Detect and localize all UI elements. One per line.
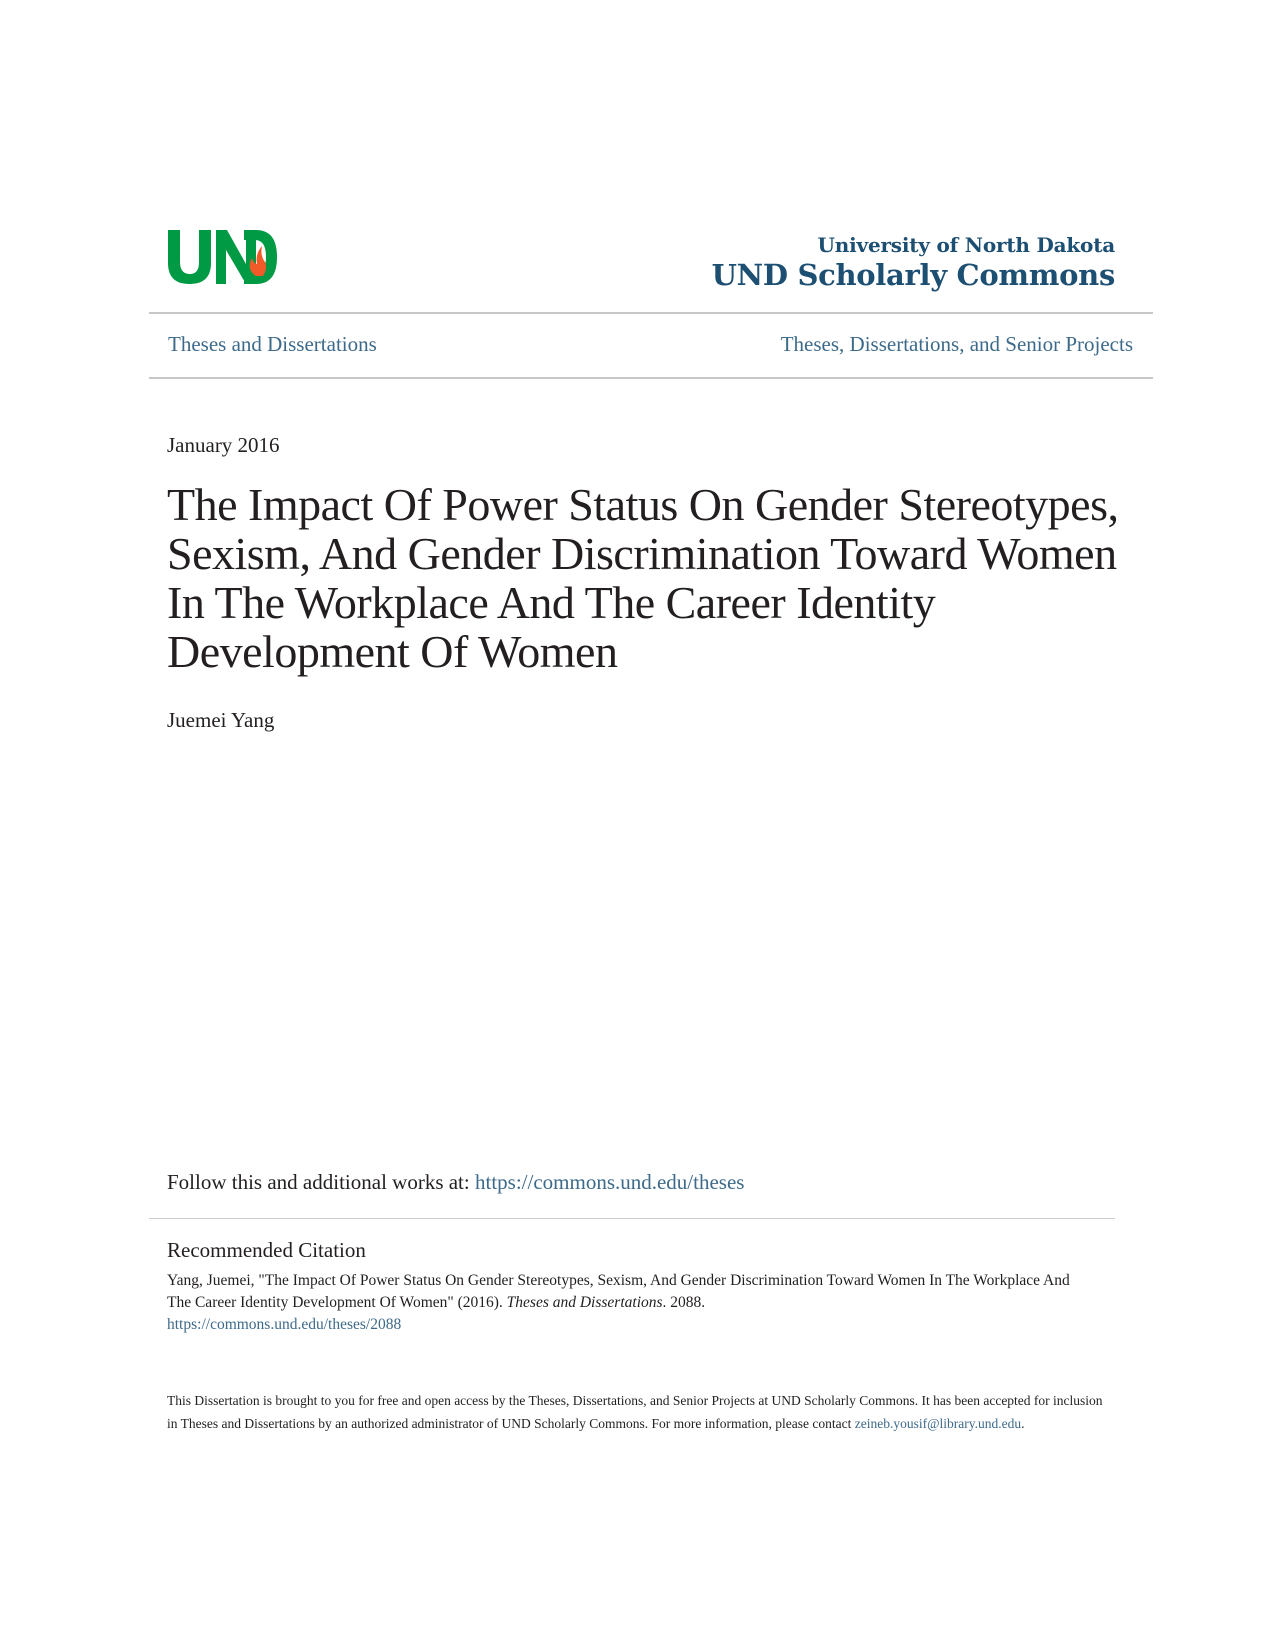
follow-prefix: Follow this and additional works at: <box>167 1170 475 1194</box>
citation-divider <box>149 1218 1115 1219</box>
citation-block <box>167 1270 1087 1336</box>
citation-number: . 2088. <box>662 1294 706 1311</box>
access-end: . <box>1021 1415 1025 1431</box>
nav-link-theses-dissertations-senior-projects[interactable]: Theses, Dissertations, and Senior Projects <box>780 332 1133 356</box>
document-title: The Impact Of Power Status On Gender Stereotypes, Sexism, And Gender Discrimination Toward Women In The Workplace And The Career Identity Development Of Women <box>167 479 1119 677</box>
repository-name[interactable]: UND Scholarly Commons <box>711 258 1115 292</box>
citation-heading: Recommended Citation <box>167 1238 366 1262</box>
citation-text: Yang, Juemei, "The Impact Of Power Status On Gender Stereotypes, Sexism, And Gender Discrimination Toward Women In The Workplace And The Career Identity Development Of Women" (2016). <box>167 1272 1070 1311</box>
follow-line <box>167 1170 744 1195</box>
author-name: Juemei Yang <box>167 708 275 732</box>
header-divider-bottom <box>149 377 1153 379</box>
follow-link[interactable]: https://commons.und.edu/theses <box>474 1170 745 1194</box>
citation-link[interactable]: https://commons.und.edu/theses/2088 <box>167 1316 402 1333</box>
publication-date: January 2016 <box>167 433 280 457</box>
nav-link-theses-and-dissertations[interactable]: Theses and Dissertations <box>168 332 377 356</box>
logo-letter-u <box>168 230 211 284</box>
citation-series: Theses and Dissertations <box>506 1294 663 1311</box>
contact-email-link[interactable]: zeineb.yousif@library.und.edu <box>854 1415 1022 1431</box>
und-logo[interactable] <box>166 226 278 286</box>
university-name[interactable]: University of North Dakota <box>817 233 1115 257</box>
header-divider-top <box>149 312 1153 314</box>
access-text: This Dissertation is brought to you for free and open access by the Theses, Dissertations, and Senior Projects at UND Scholarly Commons. It has been accepted for inclusion in Theses and Dissertations by an authorized administrator of UND Scholarly Commons. For more information, please contact <box>167 1393 1103 1431</box>
access-statement <box>167 1390 1107 1435</box>
